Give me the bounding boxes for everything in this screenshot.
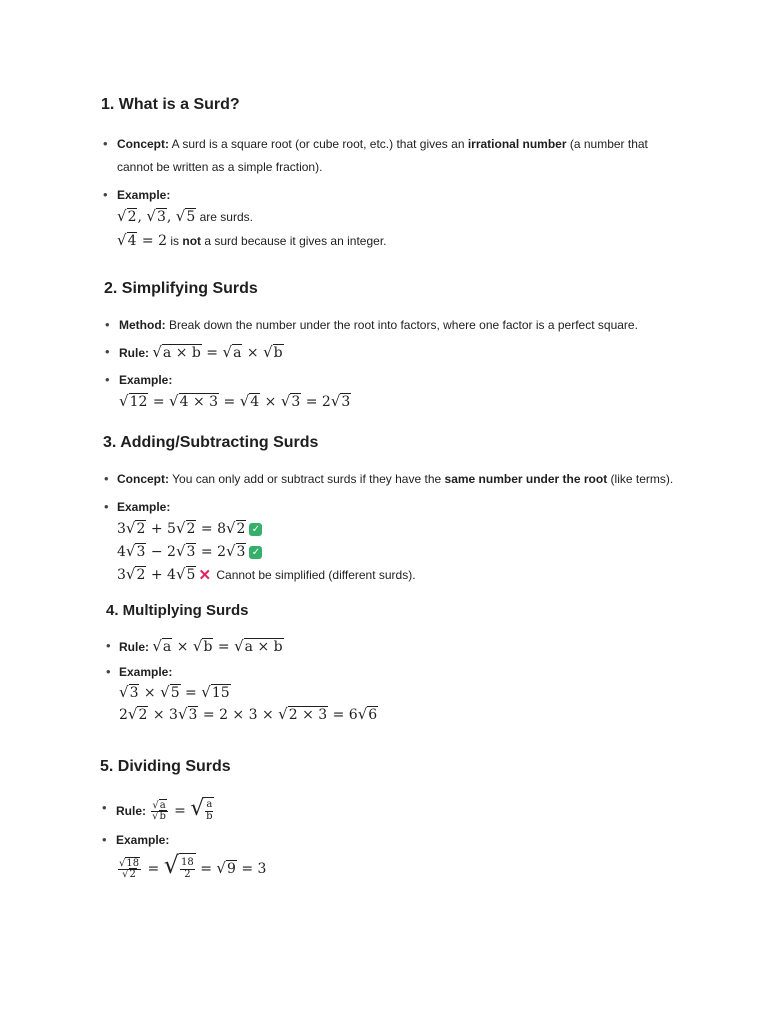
concept-text: A surd is a square root (or cube root, etc.) that gives an — [169, 137, 468, 151]
equation-part: = — [195, 861, 217, 877]
concept-bold: same number under the root — [444, 472, 608, 486]
coefficient: 3 — [117, 521, 126, 537]
coefficient: 2 — [119, 707, 128, 723]
example-label — [119, 369, 172, 391]
radicand: a — [162, 639, 172, 655]
equation-part: = — [213, 639, 235, 655]
rule-line — [119, 341, 284, 364]
radicand: 3 — [156, 209, 166, 225]
fraction-denominator: b — [206, 810, 213, 822]
concept-label: Concept: — [117, 137, 169, 151]
sqrt-expr: √4 — [117, 231, 137, 249]
example-label-text: Example: — [116, 833, 170, 847]
coefficient: 4 — [117, 544, 126, 560]
equation-part: = 8 — [196, 521, 226, 537]
sqrt-expr: √2 × 3 — [278, 705, 328, 723]
cross-icon: ✕ — [198, 566, 212, 584]
example-text: Cannot be simplified (different surds). — [213, 568, 416, 582]
fraction-numerator: a — [206, 799, 213, 810]
bullet: • — [103, 187, 108, 202]
sqrt-expr: √ $\frac{18}{2}$ — [164, 850, 196, 884]
section-title: 2. Simplifying Surds — [104, 280, 258, 297]
fraction — [180, 858, 195, 880]
example-line — [119, 390, 351, 413]
radicand: 2 — [186, 521, 196, 537]
sqrt-expr: √3 — [175, 542, 196, 560]
example-label — [117, 496, 170, 518]
sqrt-expr: √a × b — [152, 343, 201, 361]
radicand: 5 — [186, 567, 196, 583]
example-text: is — [167, 234, 183, 248]
radicand: 5 — [170, 685, 180, 701]
radicand: 2 — [129, 869, 136, 881]
rule-line — [116, 796, 214, 824]
equation-part: × — [139, 685, 161, 701]
example-label-text: Example: — [119, 373, 173, 387]
concept-label: Concept: — [117, 472, 169, 486]
fraction-denominator: 2 — [184, 868, 191, 880]
example-label — [119, 661, 172, 683]
equation-part: = — [169, 803, 191, 819]
sqrt-expr: √4 — [239, 392, 260, 410]
sqrt-expr: √2 — [225, 519, 246, 537]
bullet: • — [104, 471, 109, 486]
radicand: 3 — [188, 707, 198, 723]
sqrt-expr: √2 — [117, 207, 137, 225]
radicand: 9 — [226, 861, 236, 877]
rule-label: Rule: — [119, 640, 149, 654]
radicand: b — [159, 811, 166, 823]
radicand: 12 — [129, 394, 148, 410]
radicand: 3 — [129, 685, 139, 701]
example-label — [116, 829, 169, 851]
equation-part: = — [148, 394, 170, 410]
sqrt-expr: √a — [152, 637, 172, 655]
equation-part: − 2 — [146, 544, 176, 560]
sqrt-expr: √b — [192, 637, 213, 655]
fraction — [151, 801, 167, 823]
check-icon: ✓ — [249, 523, 262, 536]
concept-line — [117, 133, 648, 155]
sqrt-expr: √3 — [280, 392, 301, 410]
sqrt-expr: √2 — [125, 519, 146, 537]
sqrt-expr: √3 — [119, 683, 139, 701]
concept-text: You can only add or subtract surds if they have the — [169, 472, 445, 486]
sqrt-expr: √3 — [177, 705, 198, 723]
equation-part: × — [242, 345, 264, 361]
section-title: 4. Multiplying Surds — [106, 602, 249, 619]
equation-part: × — [172, 639, 193, 655]
equation-part: = — [201, 345, 223, 361]
radicand: 2 × 3 — [288, 707, 328, 723]
rule-line — [119, 635, 284, 658]
method-text: Break down the number under the root into factors, where one factor is a perfect square. — [165, 318, 638, 332]
radicand: 4 — [127, 233, 137, 249]
equation-part: = 2 — [301, 394, 331, 410]
separator: , — [137, 209, 147, 225]
method-label: Method: — [119, 318, 166, 332]
equation-part: + 5 — [146, 521, 176, 537]
bullet: • — [103, 136, 108, 151]
sqrt-expr: √ $\frac{a}{b}$ — [190, 796, 214, 824]
fraction-denominator: √b — [152, 811, 166, 823]
radicand: 3 — [341, 394, 351, 410]
radicand: 3 — [186, 544, 196, 560]
sqrt-expr: √3 — [125, 542, 146, 560]
equation-part: = 3 — [236, 861, 267, 877]
radicand: 2 — [138, 707, 148, 723]
radicand: 4 × 3 — [179, 394, 219, 410]
equation-part: = 2 × 3 × — [198, 707, 279, 723]
rule-label: Rule: — [116, 804, 146, 818]
concept-text: (a number that — [566, 137, 648, 151]
radicand: 18 — [126, 857, 140, 869]
sqrt-expr: √15 — [201, 683, 230, 701]
sqrt-expr: √b — [263, 343, 283, 361]
example-label — [117, 184, 170, 206]
bullet: • — [105, 317, 110, 332]
check-icon: ✓ — [249, 546, 262, 559]
example-bold: not — [182, 234, 202, 248]
method-line — [119, 314, 638, 336]
radicand: 2 — [236, 521, 246, 537]
example-text: are surds. — [196, 210, 253, 224]
rule-label: Rule: — [119, 346, 149, 360]
radicand: b — [273, 345, 283, 361]
equation-part: = 6 — [328, 707, 358, 723]
sqrt-expr: √6 — [357, 705, 378, 723]
coefficient: 3 — [117, 567, 126, 583]
sqrt-expr: √3 — [146, 207, 166, 225]
sqrt-expr: √4 × 3 — [169, 392, 219, 410]
radicand: a × b — [162, 345, 201, 361]
radicand: a — [159, 799, 166, 811]
radicand: a × b — [244, 639, 283, 655]
equation-part: × — [260, 394, 281, 410]
bullet: • — [102, 832, 107, 847]
sqrt-expr: √2 — [175, 519, 196, 537]
equation-part: = — [219, 394, 240, 410]
example-label-text: Example: — [119, 665, 173, 679]
section-title: 3. Adding/Subtracting Surds — [103, 434, 319, 451]
equation-part: = — [180, 685, 202, 701]
bullet: • — [104, 499, 109, 514]
fraction — [205, 800, 213, 822]
sqrt-expr: √3 — [225, 542, 246, 560]
example-line — [117, 229, 386, 252]
radicand: 3 — [236, 544, 246, 560]
separator: , — [166, 209, 176, 225]
fraction — [118, 859, 141, 881]
example-line-1 — [117, 517, 262, 540]
sqrt-expr: √5 — [175, 207, 196, 225]
equation-part: = 2 — [196, 544, 226, 560]
section-title: 5. Dividing Surds — [100, 758, 231, 775]
concept-line-2: cannot be written as a simple fraction). — [117, 160, 323, 174]
sqrt-expr: √3 — [330, 392, 351, 410]
example-label-text: Example: — [117, 500, 171, 514]
fraction-numerator: 18 — [181, 857, 194, 868]
sqrt-expr: √9 — [216, 859, 236, 877]
sqrt-expr: √5 — [160, 683, 180, 701]
equation-part: × 3 — [148, 707, 178, 723]
sqrt-expr: √2 — [127, 705, 148, 723]
sqrt-expr: √a × b — [234, 637, 283, 655]
radicand: 3 — [291, 394, 301, 410]
equation-part: = 2 — [137, 233, 168, 249]
sqrt-expr: √2 — [125, 565, 146, 583]
concept-bold: irrational number — [467, 137, 567, 151]
radicand: b — [203, 639, 213, 655]
radicand: 15 — [211, 685, 230, 701]
radicand: a — [233, 345, 242, 361]
radicand: 2 — [136, 521, 146, 537]
concept-line — [117, 468, 673, 490]
example-text: a surd because it gives an integer. — [201, 234, 387, 248]
example-line — [117, 205, 253, 228]
bullet: • — [106, 638, 111, 653]
fraction-numerator: √18 — [119, 857, 140, 869]
fraction-denominator: √2 — [122, 869, 136, 881]
radicand: 6 — [368, 707, 378, 723]
radicand: 4 — [250, 394, 260, 410]
equation-part: + 4 — [146, 567, 176, 583]
fraction-numerator: √a — [152, 799, 166, 811]
example-label-text: Example: — [117, 188, 171, 202]
bullet: • — [105, 344, 110, 359]
sqrt-expr: √a — [222, 343, 242, 361]
section-title: 1. What is a Surd? — [101, 96, 240, 113]
example-line-2 — [119, 703, 378, 726]
example-line — [116, 850, 266, 884]
radicand: 3 — [136, 544, 146, 560]
radicand: 2 — [136, 567, 146, 583]
example-line-1 — [119, 681, 231, 704]
sqrt-expr: √5 — [175, 565, 196, 583]
radicand: 5 — [186, 209, 196, 225]
example-line-3 — [117, 563, 416, 587]
example-line-2 — [117, 540, 262, 563]
radicand: 2 — [127, 209, 137, 225]
concept-text: (like terms). — [607, 472, 674, 486]
equation-part: = — [143, 861, 164, 877]
bullet: • — [105, 372, 110, 387]
bullet: • — [102, 800, 107, 815]
sqrt-expr: √12 — [119, 392, 148, 410]
bullet: • — [106, 664, 111, 679]
